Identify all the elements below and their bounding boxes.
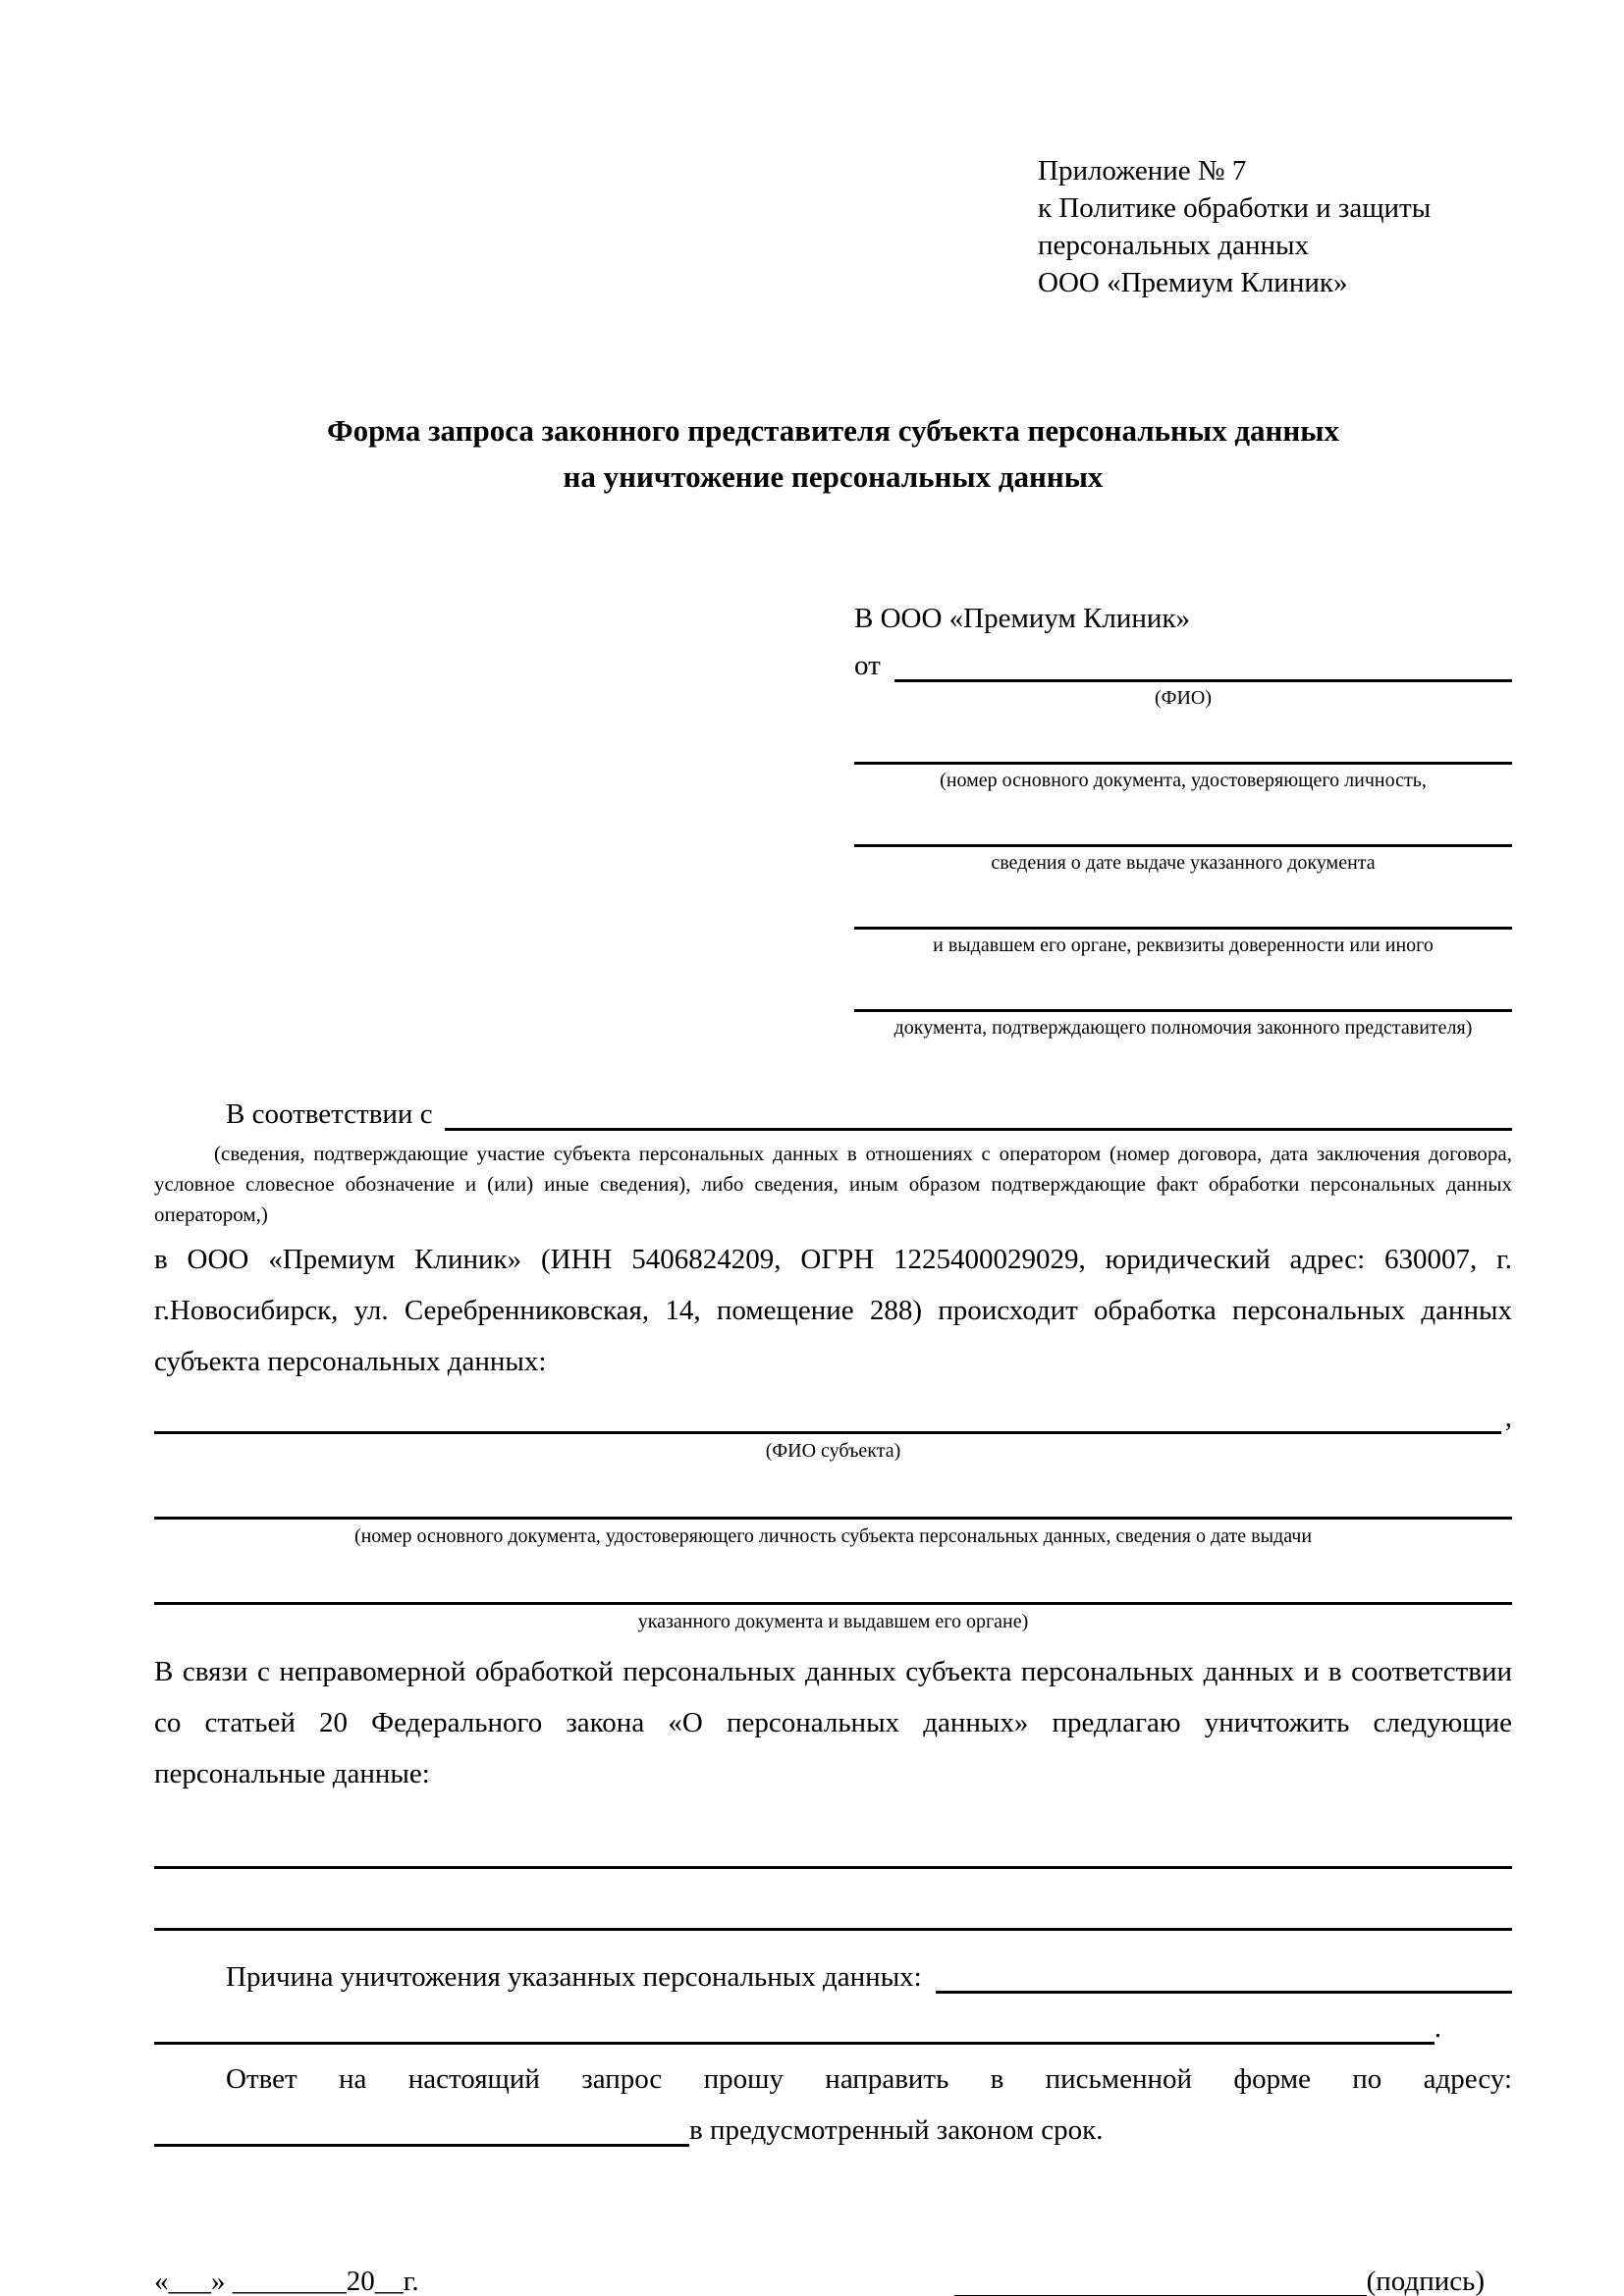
reason-continuation-row <box>154 2005 1512 2045</box>
footer <box>154 2257 1512 2296</box>
subject-fio-blank-line <box>154 1394 1501 1434</box>
unlawful-paragraph: В связи с неправомерной обработкой персональных данных субъекта персональных данных и в соответствии со статьей 20 Федерального закона «О персональных данных» предлагаю уничтожить следующие персональные данные: <box>154 1656 1512 1789</box>
appendix-header-line: персональных данных <box>1038 230 1310 261</box>
reason-continuation-blank-line <box>154 2002 1435 2045</box>
representative-doc-blank-line <box>854 726 1512 765</box>
from-label: от <box>854 650 881 681</box>
appendix-header-line: Приложение № 7 <box>1038 155 1247 187</box>
response-request-text: Ответ на настоящий запрос прошу направить в письменной форме по адресу: <box>226 2063 1512 2095</box>
appendix-header-line: ООО «Премиум Клиник» <box>1038 267 1348 298</box>
signature-caption: (подпись) <box>1366 2266 1485 2296</box>
caption-subject-doc-authority: указанного документа и выдавшем его органе) <box>637 1611 1029 1632</box>
page-title <box>154 407 1512 500</box>
caption-doc-authority: и выдавшем его органе, реквизиты доверенности или иного <box>933 934 1434 956</box>
caption-subject-doc-number: (номер основного документа, удостоверяющего личность субъекта персональных данных, сведения о дате выдачи <box>353 1525 1313 1547</box>
page-title-line-1: Форма запроса законного представителя субъекта персональных данных <box>327 413 1339 448</box>
subject-doc-blank-line <box>154 1479 1512 1520</box>
accordance-blank-line <box>445 1087 1512 1131</box>
operator-paragraph: в ООО «Премиум Клиник» (ИНН 5406824209, ОГРН 1225400029029, юридический адрес: 630007, г. г.Новосибирск, ул. Серебренниковская, 14, помещение 288) происходит обработка персональных данных субъекта персональных данных: <box>154 1244 1512 1377</box>
accordance-row <box>154 1090 1512 1131</box>
response-address-row <box>154 2106 1512 2147</box>
caption-subject-fio: (ФИО субъекта) <box>765 1440 901 1462</box>
caption-fio: (ФИО) <box>1154 687 1212 709</box>
reason-row <box>154 1952 1512 1994</box>
from-blank-line <box>894 636 1512 682</box>
date-field: «___» ________20__г. <box>154 2266 419 2296</box>
page-title-line-2: на уничтожение персональных данных <box>563 459 1104 494</box>
subject-fio-row <box>154 1397 1512 1434</box>
reason-label: Причина уничтожения указанных персональных данных: <box>226 1961 922 1993</box>
from-row <box>854 639 1512 682</box>
addressee-to: В ООО «Премиум Клиник» <box>854 603 1191 634</box>
caption-doc-number: (номер основного документа, удостоверяющего личность, <box>940 770 1427 791</box>
signature-blank-line <box>954 2254 1367 2296</box>
addressee-block <box>854 598 1512 1041</box>
data-to-destroy-blank-line <box>154 1893 1512 1931</box>
appendix-header <box>1038 152 1512 301</box>
accordance-note: (сведения, подтверждающие участие субъекта персональных данных в отношениях с оператором (номер договора, дата заключения договора, условное словесное обозначение и (или) иные сведения), либо сведения, иным образом подтверждающие факт обработки персональных данных оператором,) <box>154 1142 1512 1226</box>
data-to-destroy-blank-line <box>154 1831 1512 1869</box>
reason-blank-line <box>936 1949 1512 1994</box>
appendix-header-line: к Политике обработки и защиты <box>1038 192 1432 224</box>
caption-doc-issue-date: сведения о дате выдаче указанного документа <box>991 852 1376 874</box>
subject-fio-comma: , <box>1504 1402 1512 1433</box>
representative-doc-blank-line <box>854 891 1512 930</box>
accordance-label: В соответствии с <box>226 1098 433 1130</box>
representative-doc-blank-line <box>854 974 1512 1012</box>
representative-doc-blank-line <box>854 809 1512 847</box>
response-request-tail: в предусмотренный законом срок. <box>689 2114 1104 2146</box>
reason-end-period: . <box>1434 2012 1441 2044</box>
response-address-blank-line <box>154 2103 689 2147</box>
subject-doc-blank-line <box>154 1565 1512 1605</box>
signature-group <box>954 2257 1485 2296</box>
caption-doc-confirming: документа, подтверждающего полномочия законного представителя) <box>893 1017 1473 1039</box>
